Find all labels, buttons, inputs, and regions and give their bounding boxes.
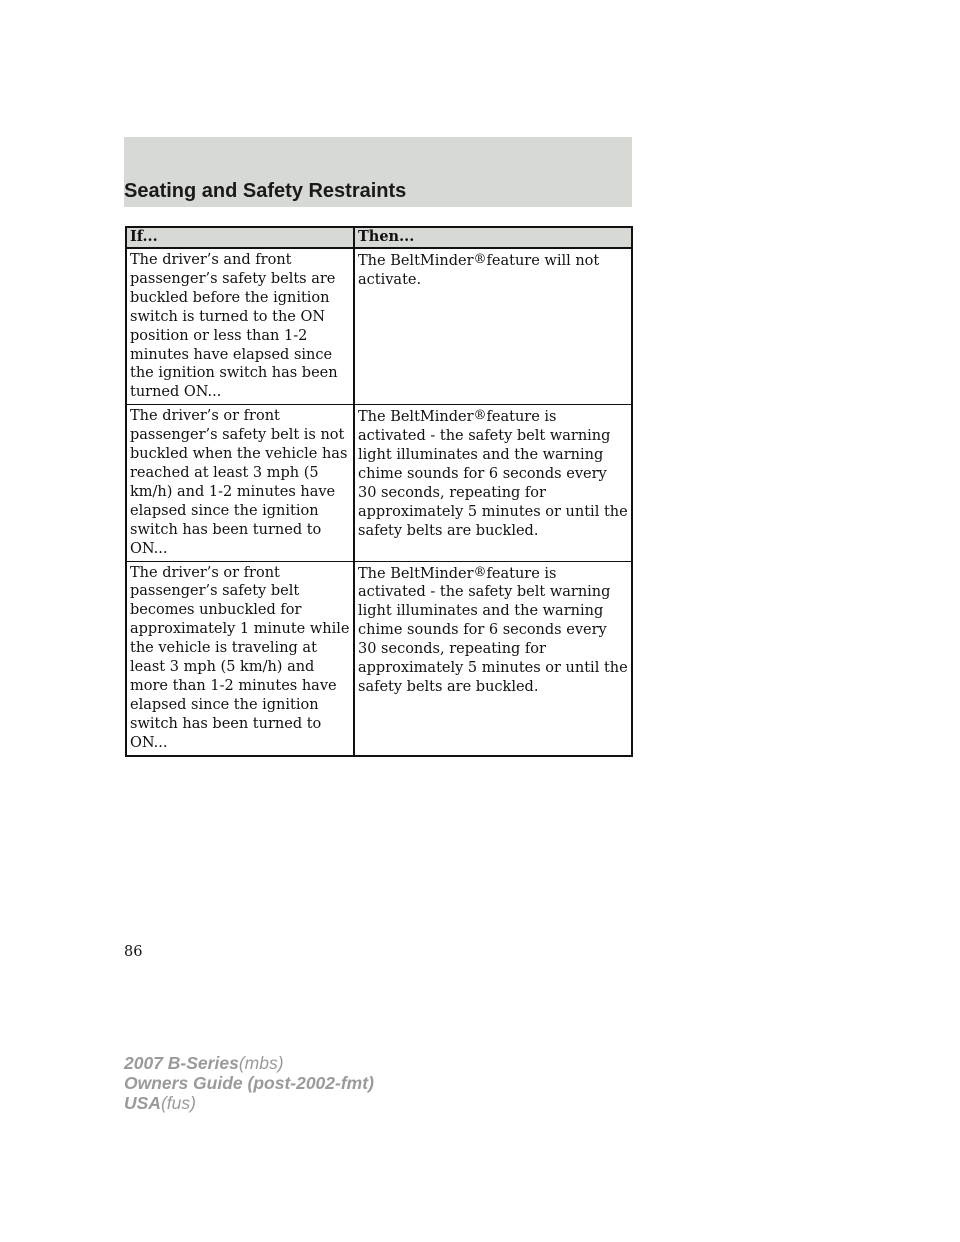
footer-model-code: (mbs) (238, 1053, 284, 1073)
result-prefix: The BeltMinder (358, 565, 474, 582)
beltminder-table (125, 226, 633, 757)
section-title: Seating and Safety Restraints (124, 180, 407, 202)
registered-mark: ® (473, 564, 487, 580)
result-prefix: The BeltMinder (358, 253, 474, 269)
registered-mark: ® (473, 252, 487, 267)
table-row (126, 248, 632, 405)
result-text: feature will not activate. (358, 253, 600, 288)
table-header-row (126, 227, 632, 248)
condition-cell: The driver’s or front passenger’s safety belt is not buckled when the vehicle has reached at least 3 mph (5 km/h) and 1-2 minutes have elapsed since the ignition switch has been turned to ON... (126, 405, 354, 561)
footer-line-model (124, 1053, 374, 1073)
result-cell (354, 405, 632, 561)
condition-cell: The driver’s or front passenger’s safety belt becomes unbuckled for approximately 1 minute while the vehicle is traveling at least 3 mph (5 km/h) and more than 1-2 minutes have elapsed since the ignition switch has been turned to ON... (126, 561, 354, 756)
footer-guide: Owners Guide (post-2002-fmt) (124, 1073, 374, 1093)
page-number: 86 (124, 944, 143, 960)
result-cell (354, 248, 632, 405)
registered-mark: ® (473, 408, 487, 424)
column-header-if: If... (126, 227, 354, 248)
document-footer (124, 1053, 374, 1113)
footer-market: USA (124, 1093, 161, 1113)
column-header-then: Then... (354, 227, 632, 248)
table-row (126, 561, 632, 756)
footer-market-code: (fus) (160, 1093, 196, 1113)
result-text: feature is activated - the safety belt warning light illuminates and the warning chime sounds for 6 seconds every 30 seconds, repeating for approximately 5 minutes or until the safety belts are buckled. (358, 565, 628, 695)
result-prefix: The BeltMinder (358, 409, 474, 426)
footer-model: 2007 B-Series (124, 1053, 239, 1073)
condition-cell: The driver’s and front passenger’s safety belts are buckled before the ignition switch is turned to the ON position or less than 1-2 minutes have elapsed since the ignition switch has been turned ON... (126, 248, 354, 405)
footer-line-market (124, 1093, 374, 1113)
result-cell (354, 561, 632, 756)
result-text: feature is activated - the safety belt warning light illuminates and the warning chime sounds for 6 seconds every 30 seconds, repeating for approximately 5 minutes or until the safety belts are buckled. (358, 409, 628, 539)
table-row (126, 405, 632, 561)
footer-line-guide (124, 1073, 374, 1093)
